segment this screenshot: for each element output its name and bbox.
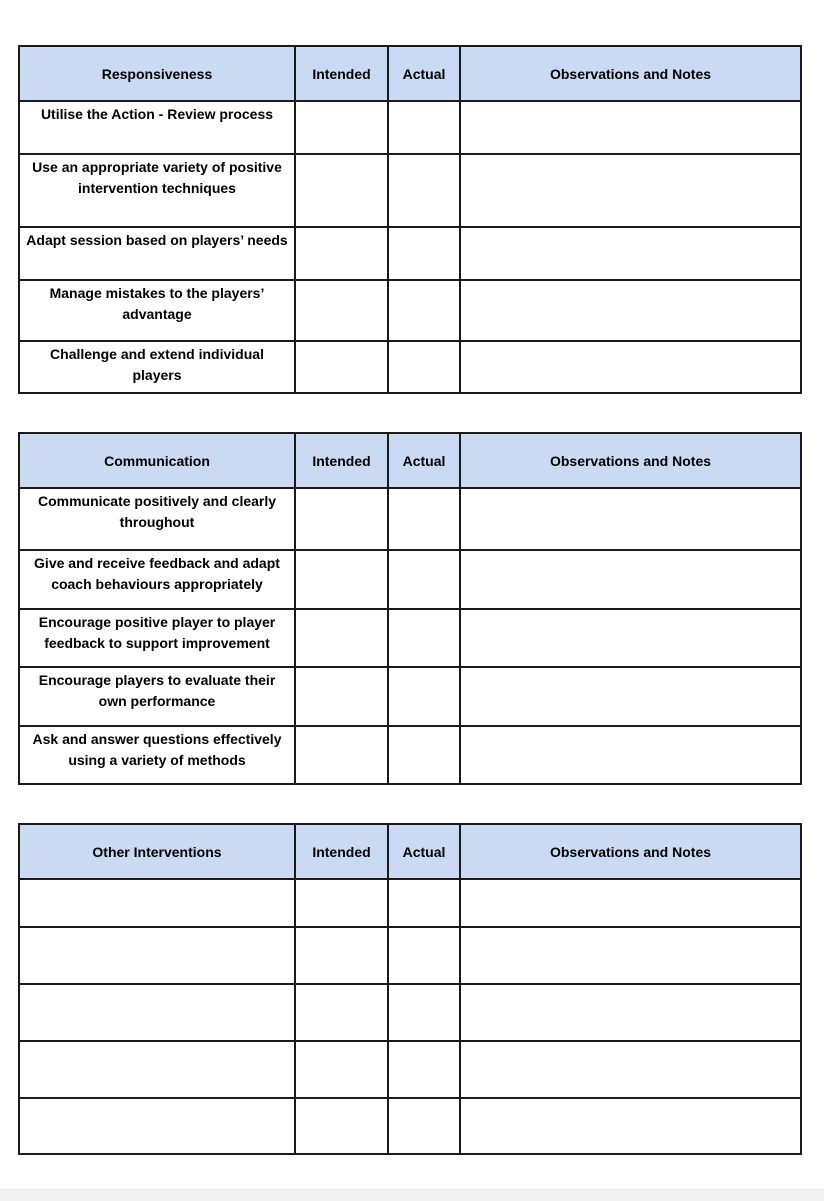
intervention-cell[interactable] xyxy=(19,927,295,984)
column-header-observations: Observations and Notes xyxy=(460,46,801,101)
notes-cell[interactable] xyxy=(460,726,801,784)
actual-cell[interactable] xyxy=(388,927,460,984)
table-row xyxy=(19,1098,801,1154)
actual-cell[interactable] xyxy=(388,609,460,667)
intervention-cell[interactable] xyxy=(19,879,295,927)
intended-cell[interactable] xyxy=(295,879,388,927)
column-header-actual: Actual xyxy=(388,824,460,879)
column-header-observations: Observations and Notes xyxy=(460,433,801,488)
notes-cell[interactable] xyxy=(460,984,801,1041)
table-header-row xyxy=(19,46,801,101)
notes-cell[interactable] xyxy=(460,101,801,154)
notes-cell[interactable] xyxy=(460,341,801,393)
intended-cell[interactable] xyxy=(295,984,388,1041)
column-header-actual: Actual xyxy=(388,433,460,488)
table-row xyxy=(19,341,801,393)
table-row xyxy=(19,227,801,280)
intended-cell[interactable] xyxy=(295,280,388,341)
table-row xyxy=(19,667,801,726)
other-interventions-table xyxy=(18,823,802,1155)
column-header-category: Other Interventions xyxy=(19,824,295,879)
actual-cell[interactable] xyxy=(388,1098,460,1154)
notes-cell[interactable] xyxy=(460,879,801,927)
intervention-cell[interactable] xyxy=(19,984,295,1041)
actual-cell[interactable] xyxy=(388,341,460,393)
table-header-row xyxy=(19,824,801,879)
actual-cell[interactable] xyxy=(388,280,460,341)
criterion-label: Give and receive feedback and adapt coach behaviours appropriately xyxy=(19,550,295,609)
table-row xyxy=(19,488,801,550)
intended-cell[interactable] xyxy=(295,726,388,784)
intended-cell[interactable] xyxy=(295,667,388,726)
intended-cell[interactable] xyxy=(295,609,388,667)
intended-cell[interactable] xyxy=(295,550,388,609)
intended-cell[interactable] xyxy=(295,1098,388,1154)
criterion-label: Encourage positive player to player feedback to support improvement xyxy=(19,609,295,667)
intended-cell[interactable] xyxy=(295,1041,388,1098)
table-row xyxy=(19,550,801,609)
table-row xyxy=(19,879,801,927)
column-header-category: Responsiveness xyxy=(19,46,295,101)
intended-cell[interactable] xyxy=(295,341,388,393)
criterion-label: Challenge and extend individual players xyxy=(19,341,295,393)
notes-cell[interactable] xyxy=(460,609,801,667)
actual-cell[interactable] xyxy=(388,1041,460,1098)
column-header-intended: Intended xyxy=(295,46,388,101)
table-row xyxy=(19,154,801,227)
notes-cell[interactable] xyxy=(460,488,801,550)
table-row xyxy=(19,1041,801,1098)
column-header-intended: Intended xyxy=(295,824,388,879)
criterion-label: Use an appropriate variety of positive intervention techniques xyxy=(19,154,295,227)
table-row xyxy=(19,927,801,984)
actual-cell[interactable] xyxy=(388,984,460,1041)
communication-table xyxy=(18,432,802,785)
table-header-row xyxy=(19,433,801,488)
page-bottom-edge xyxy=(0,1189,824,1201)
actual-cell[interactable] xyxy=(388,879,460,927)
column-header-observations: Observations and Notes xyxy=(460,824,801,879)
actual-cell[interactable] xyxy=(388,101,460,154)
table-row xyxy=(19,609,801,667)
criterion-label: Communicate positively and clearly throughout xyxy=(19,488,295,550)
notes-cell[interactable] xyxy=(460,154,801,227)
table-row xyxy=(19,101,801,154)
actual-cell[interactable] xyxy=(388,154,460,227)
criterion-label: Encourage players to evaluate their own performance xyxy=(19,667,295,726)
intended-cell[interactable] xyxy=(295,227,388,280)
intervention-cell[interactable] xyxy=(19,1098,295,1154)
notes-cell[interactable] xyxy=(460,1098,801,1154)
notes-cell[interactable] xyxy=(460,550,801,609)
criterion-label: Adapt session based on players’ needs xyxy=(19,227,295,280)
column-header-actual: Actual xyxy=(388,46,460,101)
intended-cell[interactable] xyxy=(295,101,388,154)
table-row xyxy=(19,984,801,1041)
actual-cell[interactable] xyxy=(388,488,460,550)
intended-cell[interactable] xyxy=(295,154,388,227)
intended-cell[interactable] xyxy=(295,488,388,550)
notes-cell[interactable] xyxy=(460,227,801,280)
notes-cell[interactable] xyxy=(460,667,801,726)
notes-cell[interactable] xyxy=(460,280,801,341)
table-row xyxy=(19,726,801,784)
criterion-label: Ask and answer questions effectively using a variety of methods xyxy=(19,726,295,784)
actual-cell[interactable] xyxy=(388,227,460,280)
criterion-label: Manage mistakes to the players’ advantage xyxy=(19,280,295,341)
column-header-intended: Intended xyxy=(295,433,388,488)
notes-cell[interactable] xyxy=(460,927,801,984)
actual-cell[interactable] xyxy=(388,667,460,726)
actual-cell[interactable] xyxy=(388,550,460,609)
table-row xyxy=(19,280,801,341)
actual-cell[interactable] xyxy=(388,726,460,784)
responsiveness-table xyxy=(18,45,802,394)
intended-cell[interactable] xyxy=(295,927,388,984)
column-header-category: Communication xyxy=(19,433,295,488)
notes-cell[interactable] xyxy=(460,1041,801,1098)
criterion-label: Utilise the Action - Review process xyxy=(19,101,295,154)
intervention-cell[interactable] xyxy=(19,1041,295,1098)
